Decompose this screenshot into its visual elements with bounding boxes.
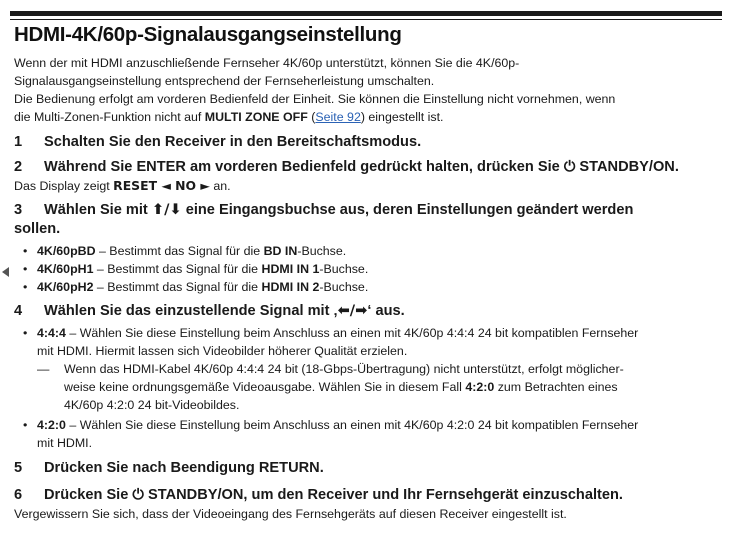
header-rule — [10, 11, 722, 16]
step-3 — [14, 200, 726, 239]
option-key: 4:2:0 — [465, 380, 495, 394]
intro-line: Signalausgangseinstellung entsprechend der Fernseherleistung umschalten. — [14, 74, 435, 88]
note-text: zum Betrachten eines — [494, 380, 618, 394]
step-text: STANDBY/ON, um den Receiver und Ihr Fernsehgerät einzuschalten. — [143, 487, 623, 503]
page-92-link[interactable]: Seite 92 — [315, 110, 361, 124]
option-text: -Buchse. — [319, 262, 369, 276]
step-number: 6 — [14, 487, 23, 503]
list-item — [14, 416, 726, 452]
step-2-note — [14, 177, 726, 195]
step-number: 4 — [14, 303, 23, 319]
note-text: Wenn das HDMI-Kabel 4K/60p 4:4:4 24 bit (18-Gbps-Übertragung) nicht unterstützt, erfolgt möglicher- — [64, 362, 624, 376]
note-dash: — — [37, 362, 50, 376]
step-4 — [14, 301, 726, 321]
step-6-note: Vergewissern Sie sich, dass der Videoeingang des Fernsehgeräts auf diesen Receiver eingestellt ist. — [14, 507, 567, 521]
cable-note — [14, 360, 726, 414]
list-item — [14, 278, 726, 296]
step-number: 1 — [14, 134, 23, 150]
jack-name: BD IN — [263, 244, 298, 258]
intro-text-segment: ( — [307, 110, 316, 124]
intro-line — [14, 108, 726, 126]
option-text: -Buchse. — [297, 244, 347, 258]
intro-line: Wenn der mit HDMI anzuschließende Fernseher 4K/60p unterstützt, können Sie die 4K/60p- — [14, 56, 520, 70]
note-text: an. — [209, 179, 231, 193]
intro-text — [14, 54, 726, 126]
step-text: STANDBY/ON. — [575, 159, 679, 175]
list-item — [14, 242, 726, 260]
option-text: mit HDMI. — [37, 436, 93, 450]
option-text: – Wählen Sie diese Einstellung beim Anschluss an einen mit 4K/60p 4:4:4 24 bit kompatiblen Fernseher — [65, 326, 639, 340]
page-title: HDMI-4K/60p-Signalausgangseinstellung — [14, 23, 402, 46]
list-item — [14, 260, 726, 278]
step-6 — [14, 485, 726, 505]
option-text: – Wählen Sie diese Einstellung beim Anschluss an einen mit 4K/60p 4:2:0 24 bit kompatiblen Fernseher — [65, 418, 639, 432]
option-key: 4K/60pBD — [37, 244, 96, 258]
jack-name: HDMI IN 2 — [261, 280, 320, 294]
step-number: 5 — [14, 460, 23, 476]
multi-zone-off-label: MULTI ZONE OFF — [204, 110, 308, 124]
intro-text-segment: die Multi-Zonen-Funktion nicht auf — [14, 110, 205, 124]
step-text: Wählen Sie das einzustellende Signal mit ‚ — [44, 303, 338, 319]
bullet: • — [23, 418, 28, 432]
option-key: 4K/60pH1 — [37, 262, 94, 276]
option-text: – Bestimmt das Signal für die — [95, 244, 264, 258]
left-right-arrows-icon: ⬅/➡ — [337, 302, 368, 319]
step-text: Drücken Sie nach Beendigung RETURN. — [44, 460, 324, 476]
step-text: sollen. — [14, 221, 61, 237]
bullet: • — [23, 244, 28, 258]
power-icon: ⏻ — [132, 486, 144, 503]
document-body — [14, 22, 726, 523]
display-reset-label: RESET ◄ NO ► — [113, 178, 210, 193]
signal-option-list-2 — [14, 416, 726, 452]
step-text: ‘ aus. — [367, 303, 405, 319]
step-text: Wählen Sie mit — [44, 202, 152, 218]
bullet: • — [23, 280, 28, 294]
header-subrule — [10, 19, 722, 20]
option-text: -Buchse. — [319, 280, 369, 294]
intro-line: Die Bedienung erfolgt am vorderen Bedienfeld der Einheit. Sie können die Einstellung nicht vornehmen, wenn — [14, 92, 616, 106]
note-text: Das Display zeigt — [14, 179, 114, 193]
intro-text-segment: ) eingestellt ist. — [360, 110, 444, 124]
option-text: mit HDMI. Hiermit lassen sich Videobilder höherer Qualität erzielen. — [37, 344, 408, 358]
step-number: 2 — [14, 159, 23, 175]
jack-name: HDMI IN 1 — [261, 262, 320, 276]
step-number: 3 — [14, 202, 23, 218]
bullet: • — [23, 262, 28, 276]
option-key: 4K/60pH2 — [37, 280, 94, 294]
up-down-arrows-icon: ⬆/⬇ — [151, 201, 182, 218]
step-2 — [14, 157, 726, 177]
bullet: • — [23, 326, 28, 340]
step-text: Schalten Sie den Receiver in den Bereitschaftsmodus. — [44, 134, 422, 150]
signal-option-list — [14, 324, 726, 360]
step-5 — [14, 459, 726, 478]
step-text: Während Sie ENTER am vorderen Bedienfeld gedrückt halten, drücken Sie — [44, 159, 564, 175]
option-text: – Bestimmt das Signal für die — [93, 262, 262, 276]
option-text: – Bestimmt das Signal für die — [93, 280, 262, 294]
step-text: Drücken Sie — [44, 487, 133, 503]
input-jack-list — [14, 242, 726, 296]
list-item — [14, 324, 726, 360]
step-1 — [14, 133, 726, 152]
note-text: weise keine ordnungsgemäße Videoausgabe. Wählen Sie in diesem Fall — [64, 380, 466, 394]
power-icon: ⏻ — [563, 158, 576, 175]
option-key: 4:2:0 — [37, 418, 66, 432]
previous-page-arrow-icon[interactable] — [2, 267, 9, 277]
note-text: 4K/60p 4:2:0 24 bit-Videobildes. — [64, 398, 240, 412]
step-text: eine Eingangsbuchse aus, deren Einstellungen geändert werden — [181, 202, 634, 218]
option-key: 4:4:4 — [37, 326, 66, 340]
